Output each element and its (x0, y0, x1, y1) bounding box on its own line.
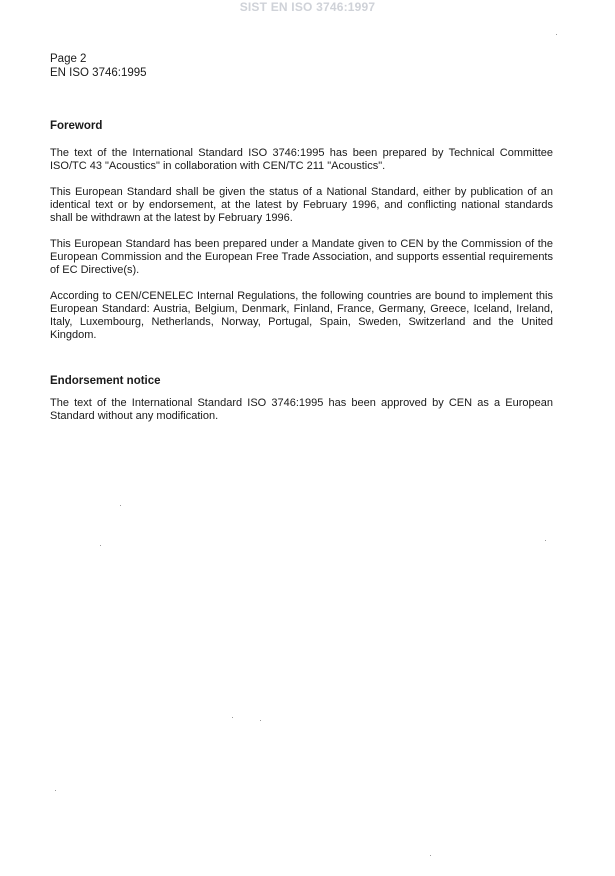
foreword-paragraph-1: The text of the International Standard ISO 3746:1995 has been prepared by Technical Committee ISO/TC 43 "Acoustics" in collaboration with CEN/TC 211 "Acoustics". (50, 147, 553, 172)
scan-speck (556, 34, 557, 35)
page-number: Page 2 (50, 53, 87, 65)
endorsement-heading: Endorsement notice (50, 375, 161, 387)
page-header (50, 52, 147, 80)
scan-speck (260, 720, 261, 721)
foreword-paragraph-2: This European Standard shall be given the status of a National Standard, either by publication of an identical text or by endorsement, at the latest by February 1996, and conflicting national standards shall be withdrawn at the latest by February 1996. (50, 186, 553, 224)
scan-speck (430, 855, 431, 856)
endorsement-paragraph: The text of the International Standard ISO 3746:1995 has been approved by CEN as a European Standard without any modification. (50, 397, 553, 422)
scan-speck (55, 790, 56, 791)
standard-reference: EN ISO 3746:1995 (50, 67, 147, 79)
endorsement-section (50, 374, 553, 423)
scan-speck (232, 717, 233, 718)
foreword-section (50, 119, 553, 355)
foreword-paragraph-3: This European Standard has been prepared under a Mandate given to CEN by the Commission of the European Commission and the European Free Trade Association, and supports essential requirements of EC Directive(s). (50, 238, 553, 276)
scan-speck (120, 505, 121, 506)
foreword-heading: Foreword (50, 120, 103, 132)
scan-speck (545, 540, 546, 541)
scan-speck (100, 545, 101, 546)
foreword-paragraph-4: According to CEN/CENELEC Internal Regulations, the following countries are bound to implement this European Standard: Austria, Belgium, Denmark, Finland, France, Germany, Greece, Iceland, Ireland, Italy, Luxembourg, Netherlands, Norway, Portugal, Spain, Sweden, Switzerland and the United Kingdom. (50, 290, 553, 341)
watermark: SIST EN ISO 3746:1997 (239, 0, 376, 14)
